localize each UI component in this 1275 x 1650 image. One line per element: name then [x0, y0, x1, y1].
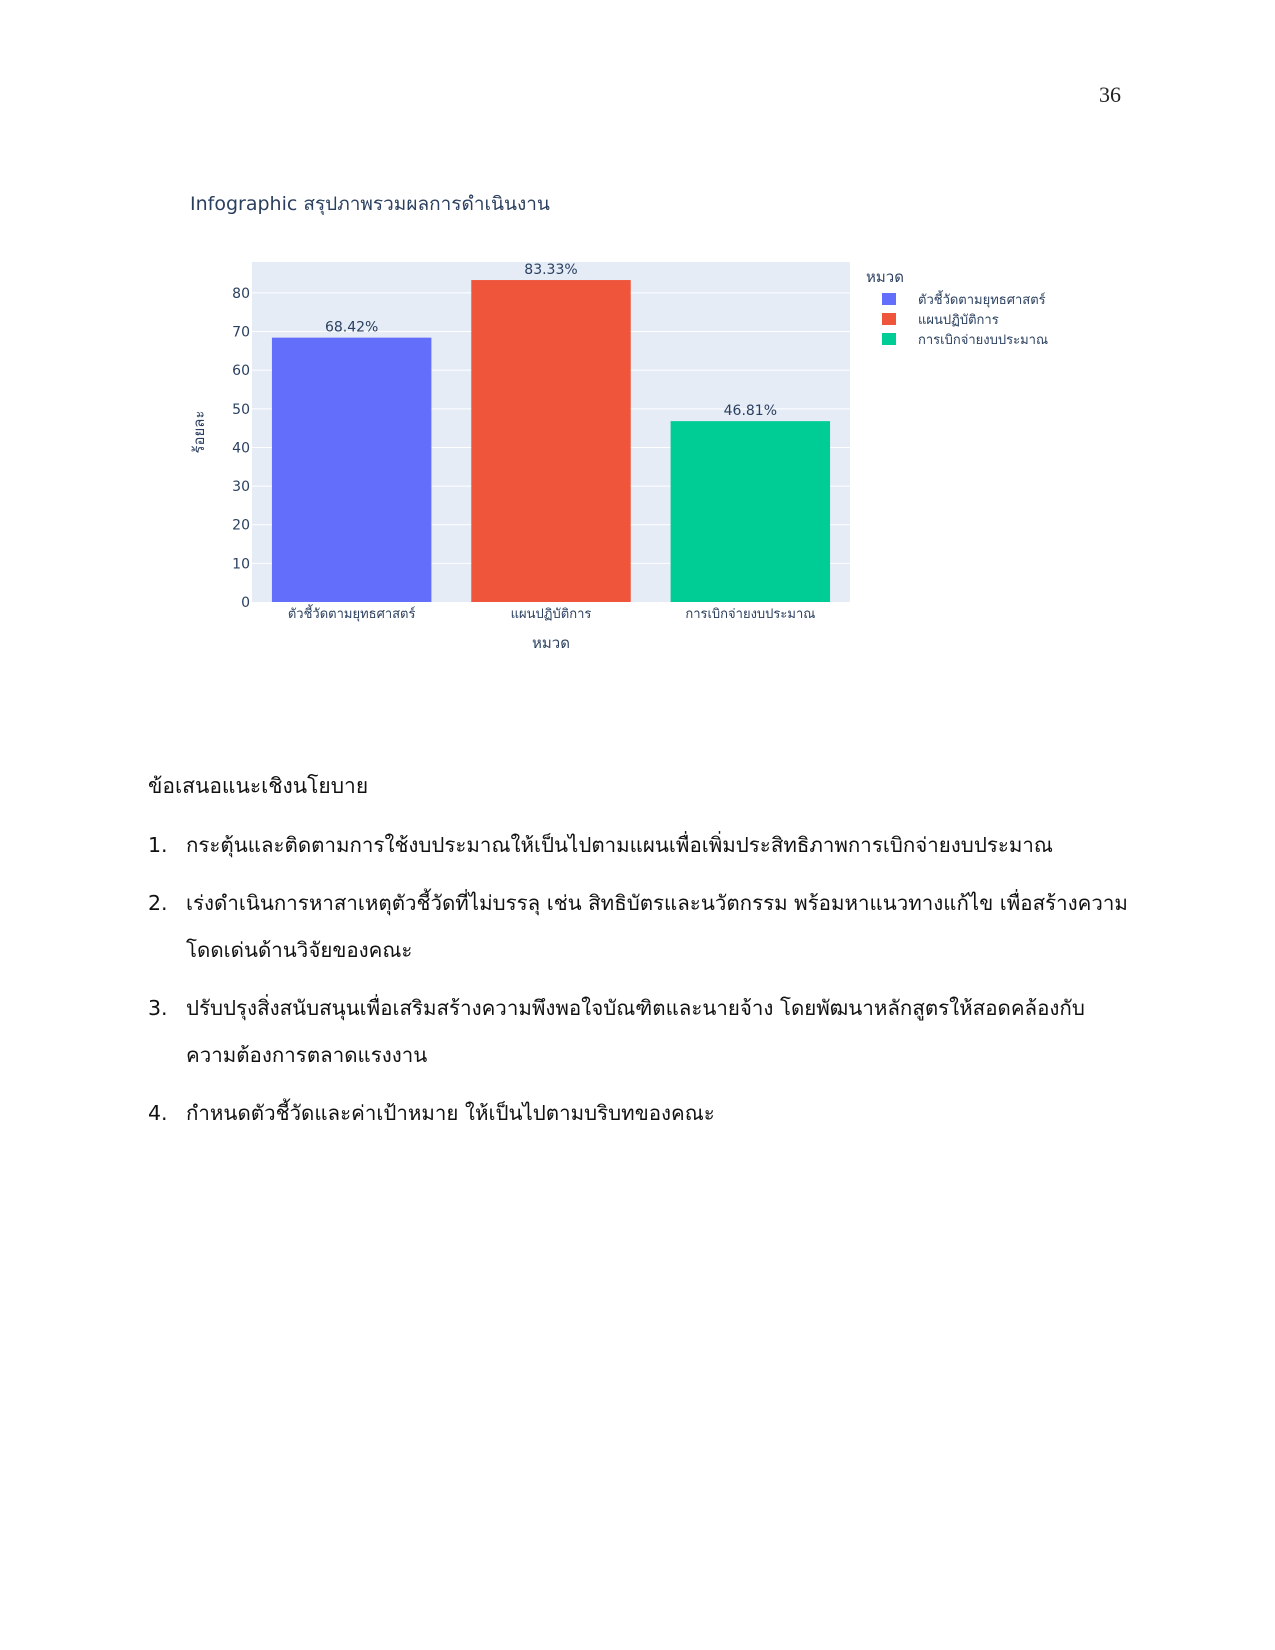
- legend-entry: ตัวชี้วัดตามยุทธศาสตร์: [918, 293, 1046, 308]
- list-item: [148, 985, 1128, 1079]
- y-tick-label: 50: [232, 401, 250, 418]
- x-tick-label: แผนปฏิบัติการ: [510, 607, 592, 622]
- x-axis-label: หมวด: [532, 634, 570, 652]
- list-item-text: กระตุ้นและติดตามการใช้งบประมาณให้เป็นไปตามแผนเพื่อเพิ่มประสิทธิภาพการเบิกจ่ายงบประมาณ: [186, 833, 1053, 857]
- legend-entry: แผนปฏิบัติการ: [918, 313, 999, 328]
- list-item-text: กำหนดตัวชี้วัดและค่าเป้าหมาย ให้เป็นไปตามบริบทของคณะ: [186, 1101, 715, 1125]
- recommendations-heading: ข้อเสนอแนะเชิงนโยบาย: [148, 774, 369, 798]
- list-item-text: เร่งดำเนินการหาสาเหตุตัวชี้วัดที่ไม่บรรลุ เช่น สิทธิบัตรและนวัตกรรม พร้อมหาแนวทางแก้ไข เพื่อสร้างความโดดเด่นด้านวิจัยของคณะ: [186, 891, 1128, 962]
- performance-bar-chart: [180, 188, 1160, 708]
- y-tick-label: 60: [232, 363, 250, 380]
- list-item-number: 3.: [148, 996, 168, 1020]
- data-label: 68.42%: [324, 319, 379, 336]
- list-item: [148, 1090, 1128, 1137]
- bar: [671, 421, 830, 602]
- y-tick-label: 80: [232, 285, 250, 302]
- y-tick-label: 40: [232, 440, 250, 457]
- y-tick-label: 30: [232, 479, 250, 496]
- page-number: 36: [1099, 82, 1121, 107]
- x-tick-label: ตัวชี้วัดตามยุทธศาสตร์: [287, 607, 416, 622]
- y-tick-label: 20: [232, 517, 250, 534]
- list-item: [148, 822, 1128, 869]
- x-tick-label: การเบิกจ่ายงบประมาณ: [685, 607, 816, 622]
- data-label: 46.81%: [723, 403, 778, 420]
- legend-swatch: [882, 293, 896, 305]
- chart-title: Infographic สรุปภาพรวมผลการดำเนินงาน: [190, 193, 550, 215]
- legend-title: หมวด: [866, 268, 904, 286]
- bar: [471, 280, 630, 602]
- list-item-text: ปรับปรุงสิ่งสนับสนุนเพื่อเสริมสร้างความพึงพอใจบัณฑิตและนายจ้าง โดยพัฒนาหลักสูตรให้สอดคล้องกับความต้องการตลาดแรงงาน: [186, 996, 1085, 1067]
- recommendations-list: [148, 822, 1128, 1148]
- y-tick-label: 10: [232, 556, 250, 573]
- list-item: [148, 880, 1128, 974]
- legend-swatch: [882, 313, 896, 325]
- list-item-number: 1.: [148, 833, 168, 857]
- y-tick-label: 0: [241, 595, 250, 611]
- y-tick-label: 70: [232, 324, 250, 341]
- data-label: 83.33%: [524, 262, 578, 279]
- y-axis-label: ร้อยละ: [190, 410, 208, 454]
- bar: [272, 338, 431, 602]
- list-item-number: 2.: [148, 891, 168, 915]
- list-item-number: 4.: [148, 1101, 168, 1125]
- legend-entry: การเบิกจ่ายงบประมาณ: [918, 333, 1048, 348]
- legend-swatch: [882, 333, 896, 345]
